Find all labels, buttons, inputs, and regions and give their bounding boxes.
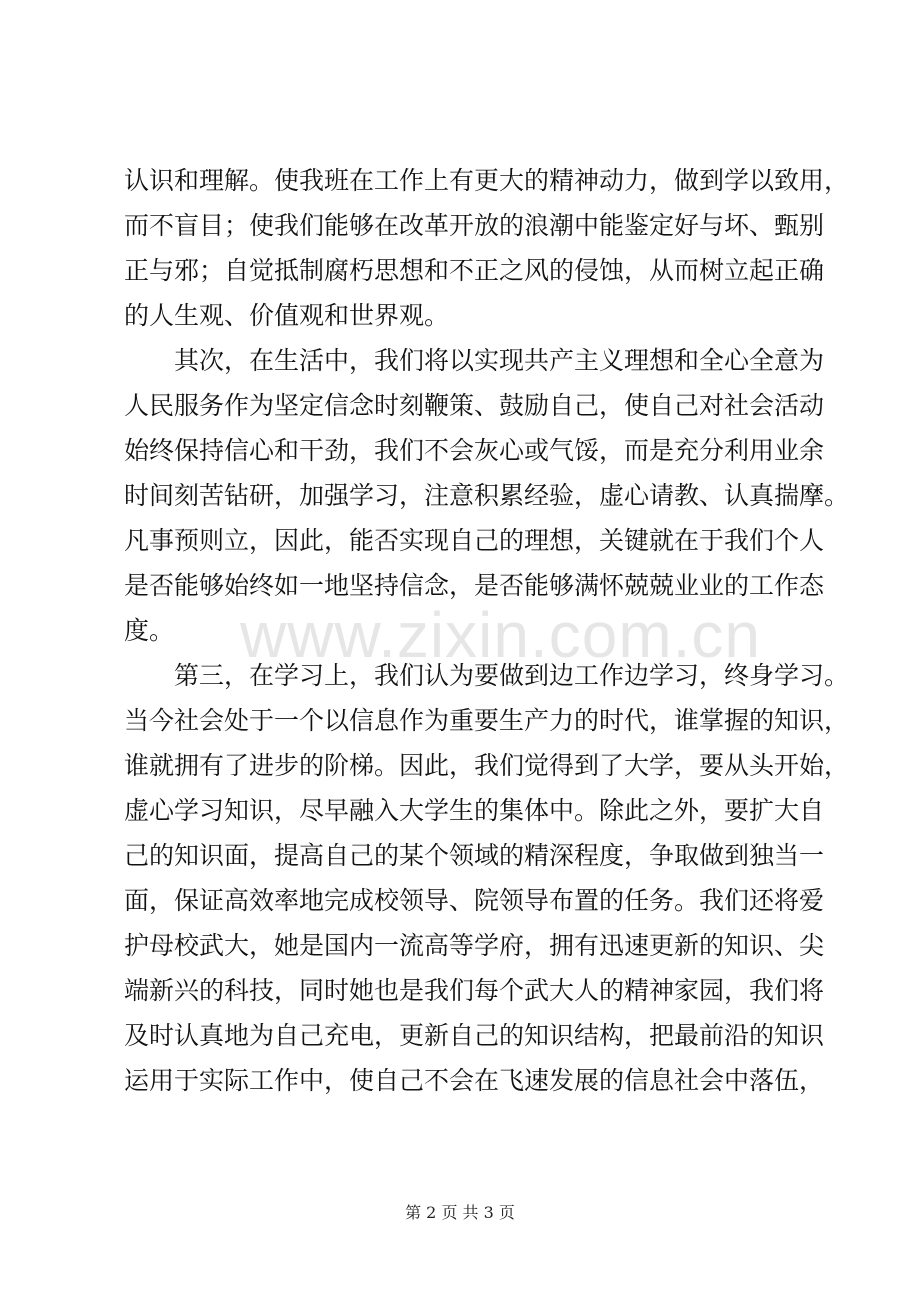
text-line: 第三，在学习上，我们认为要做到边工作边学习，终身学习。	[174, 661, 850, 690]
text-line: 己的知识面，提高自己的某个领域的精深程度，争取做到独当一	[124, 841, 825, 870]
text-line: 凡事预则立，因此，能否实现自己的理想，关键就在于我们个人	[124, 526, 825, 555]
watermark: www.zixin.com.cn	[240, 599, 761, 671]
text-line: 其次，在生活中，我们将以实现共产主义理想和全心全意为	[174, 346, 825, 375]
text-line: 的人生观、价值观和世界观。	[124, 301, 450, 330]
page-number-footer: 第 2 页 共 3 页	[405, 1203, 515, 1222]
body-text	[124, 158, 850, 1103]
text-line: 时间刻苦钻研，加强学习，注意积累经验，虚心请教、认真揣摩。	[124, 481, 850, 510]
text-line: 始终保持信心和干劲，我们不会灰心或气馁，而是充分利用业余	[124, 436, 825, 465]
text-line: 认识和理解。使我班在工作上有更大的精神动力，做到学以致用，	[124, 166, 850, 195]
text-line: 正与邪；自觉抵制腐朽思想和不正之风的侵蚀，从而树立起正确	[124, 256, 825, 285]
text-line: 面，保证高效率地完成校领导、院领导布置的任务。我们还将爱	[124, 886, 825, 915]
text-line: 是否能够始终如一地坚持信念，是否能够满怀兢兢业业的工作态	[124, 571, 825, 600]
text-line: 运用于实际工作中，使自己不会在飞速发展的信息社会中落伍，	[124, 1066, 825, 1095]
text-line: 虚心学习知识，尽早融入大学生的集体中。除此之外，要扩大自	[124, 796, 825, 825]
text-line: 度。	[124, 616, 175, 645]
text-line: 谁就拥有了进步的阶梯。因此，我们觉得到了大学，要从头开始，	[124, 751, 850, 780]
text-line: 及时认真地为自己充电，更新自己的知识结构，把最前沿的知识	[124, 1021, 825, 1050]
text-line: 当今社会处于一个以信息作为重要生产力的时代，谁掌握的知识，	[124, 706, 850, 735]
text-line: 护母校武大，她是国内一流高等学府，拥有迅速更新的知识、尖	[124, 931, 825, 960]
text-line: 端新兴的科技，同时她也是我们每个武大人的精神家园，我们将	[124, 976, 825, 1005]
text-line: 而不盲目；使我们能够在改革开放的浪潮中能鉴定好与坏、甄别	[124, 211, 825, 240]
text-line: 人民服务作为坚定信念时刻鞭策、鼓励自己，使自己对社会活动	[124, 391, 825, 420]
